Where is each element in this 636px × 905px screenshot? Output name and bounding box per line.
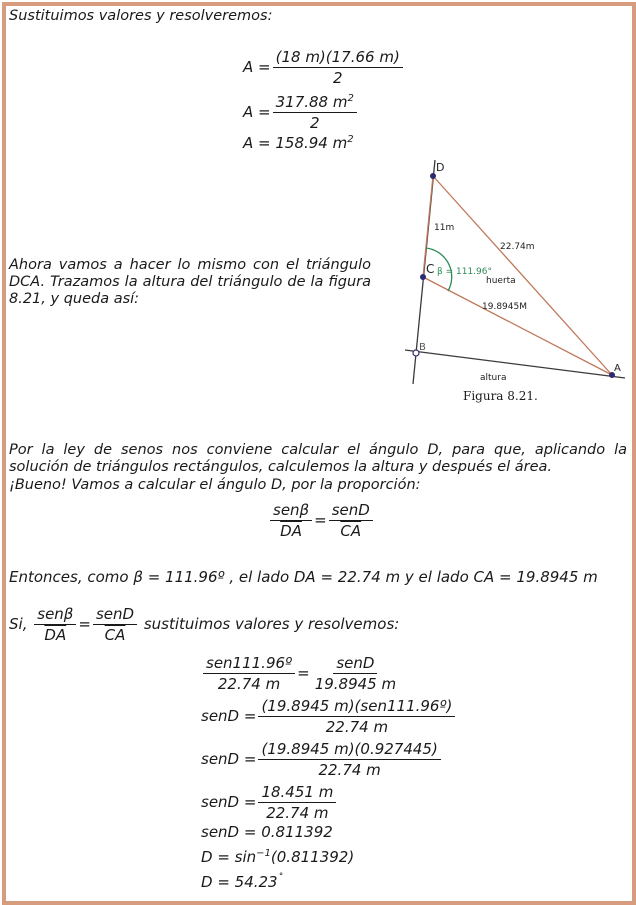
step2-fraction xyxy=(258,696,455,737)
proportion-left xyxy=(270,500,312,541)
solution-step-1 xyxy=(201,651,401,695)
step3-fraction xyxy=(258,739,440,780)
si-suffix: sustituimos valores y resolvemos: xyxy=(143,615,400,633)
proportion-left-denominator: DA xyxy=(280,521,302,540)
area-fraction-2-numerator xyxy=(273,92,357,113)
step3-denominator: 22.74 m xyxy=(318,760,381,779)
step7-degree: ˚ xyxy=(277,873,283,884)
step1-equals: = xyxy=(297,664,310,682)
step6-lhs: D = sin xyxy=(201,848,257,866)
si-fraction-left xyxy=(34,604,76,645)
proportion-right-denominator: CA xyxy=(340,521,362,540)
step1-fraction-right xyxy=(312,653,399,694)
area-result xyxy=(243,134,354,152)
step1-left-denominator: 22.74 m xyxy=(217,674,281,693)
proportion-equals: = xyxy=(314,511,327,529)
proportion-left-numerator: senβ xyxy=(270,500,312,521)
si-fraction-left-numerator: senβ xyxy=(34,604,76,625)
si-equals: = xyxy=(78,615,91,633)
step6-rhs: (0.811392) xyxy=(270,848,355,866)
area-lhs: A = xyxy=(243,58,271,76)
step2-lhs: senD = xyxy=(201,707,257,725)
side-CA xyxy=(423,277,612,375)
si-fraction-right xyxy=(93,604,137,645)
area-fraction-2-value: 317.88 m xyxy=(275,92,348,111)
label-B: B xyxy=(419,342,426,353)
step3-lhs: senD = xyxy=(201,750,257,768)
step6-exponent: −1 xyxy=(256,848,271,859)
solution-step-3 xyxy=(201,737,443,781)
label-D: D xyxy=(436,161,445,174)
paragraph-triangle: Ahora vamos a hacer lo mismo con el triángulo DCA. Trazamos la altura del triángulo de la figura 8.21, y queda así: xyxy=(9,257,371,307)
proportion-equation xyxy=(268,497,375,543)
si-fraction-right-denominator: CA xyxy=(104,625,126,644)
step2-denominator: 22.74 m xyxy=(325,717,389,736)
step1-right-denominator: 19.8945 m xyxy=(314,674,397,693)
intro-text: Sustituimos valores y resolveremos: xyxy=(9,8,273,24)
area-fraction-2-denominator: 2 xyxy=(309,113,320,132)
area-fraction-1-numerator: (18 m)(17.66 m) xyxy=(273,47,403,68)
area-result-value: A = 158.94 m xyxy=(243,134,348,152)
area-fraction-2 xyxy=(273,92,357,133)
proportion-right-numerator: senD xyxy=(329,500,373,521)
paragraph-law-of-sines: Por la ley de senos nos conviene calcular el ángulo D, para que, aplicando la solución de triángulos rectángulos, calculemos la altura y después el área. xyxy=(9,442,627,475)
label-CA: 19.8945M xyxy=(482,302,527,312)
solution-step-5: senD = 0.811392 xyxy=(201,823,333,841)
area-fraction-1 xyxy=(273,47,403,88)
given-values-line: Entonces, como β = 111.96º , el lado DA = 22.74 m y el lado CA = 19.8945 m xyxy=(9,568,598,586)
step1-left-numerator: sen111.96º xyxy=(203,653,295,674)
step1-right-numerator: senD xyxy=(333,653,377,674)
area-equation-2 xyxy=(243,90,359,134)
figure-caption: Figura 8.21. xyxy=(463,389,538,403)
si-fraction-left-denominator: DA xyxy=(44,625,67,644)
label-altura: altura xyxy=(480,373,507,383)
solution-step-7 xyxy=(201,873,283,891)
solution-step-4 xyxy=(201,780,338,824)
label-11m: 11m xyxy=(434,223,455,233)
step7-value: D = 54.23 xyxy=(201,873,278,891)
step1-fraction-left xyxy=(203,653,295,694)
paragraph-proportion: ¡Bueno! Vamos a calcular el ángulo D, por la proporción: xyxy=(9,477,421,493)
solution-step-6 xyxy=(201,848,354,866)
label-angle-beta: β = 111.96° xyxy=(437,267,492,277)
label-DA: 22.74m xyxy=(500,242,535,252)
step4-denominator: 22.74 m xyxy=(266,803,329,822)
label-huerta: huerta xyxy=(486,276,516,286)
step2-numerator: (19.8945 m)(sen111.96º) xyxy=(258,696,455,717)
si-prefix: Si, xyxy=(9,615,28,633)
si-fraction-right-numerator: senD xyxy=(93,604,137,625)
area-result-exponent: 2 xyxy=(347,134,354,145)
area-fraction-2-exponent: 2 xyxy=(347,92,354,104)
step4-fraction xyxy=(258,782,336,823)
si-line xyxy=(9,602,399,646)
area-fraction-1-denominator: 2 xyxy=(332,68,343,87)
proportion-right xyxy=(329,500,373,541)
step3-numerator: (19.8945 m)(0.927445) xyxy=(258,739,440,760)
label-A: A xyxy=(614,363,621,374)
step4-numerator: 18.451 m xyxy=(258,782,336,803)
step4-lhs: senD = xyxy=(201,793,257,811)
solution-step-2 xyxy=(201,694,457,738)
area-equation-1 xyxy=(243,44,405,90)
triangle-figure xyxy=(400,156,630,406)
label-C: C xyxy=(426,262,435,276)
area-lhs-2: A = xyxy=(243,103,271,121)
